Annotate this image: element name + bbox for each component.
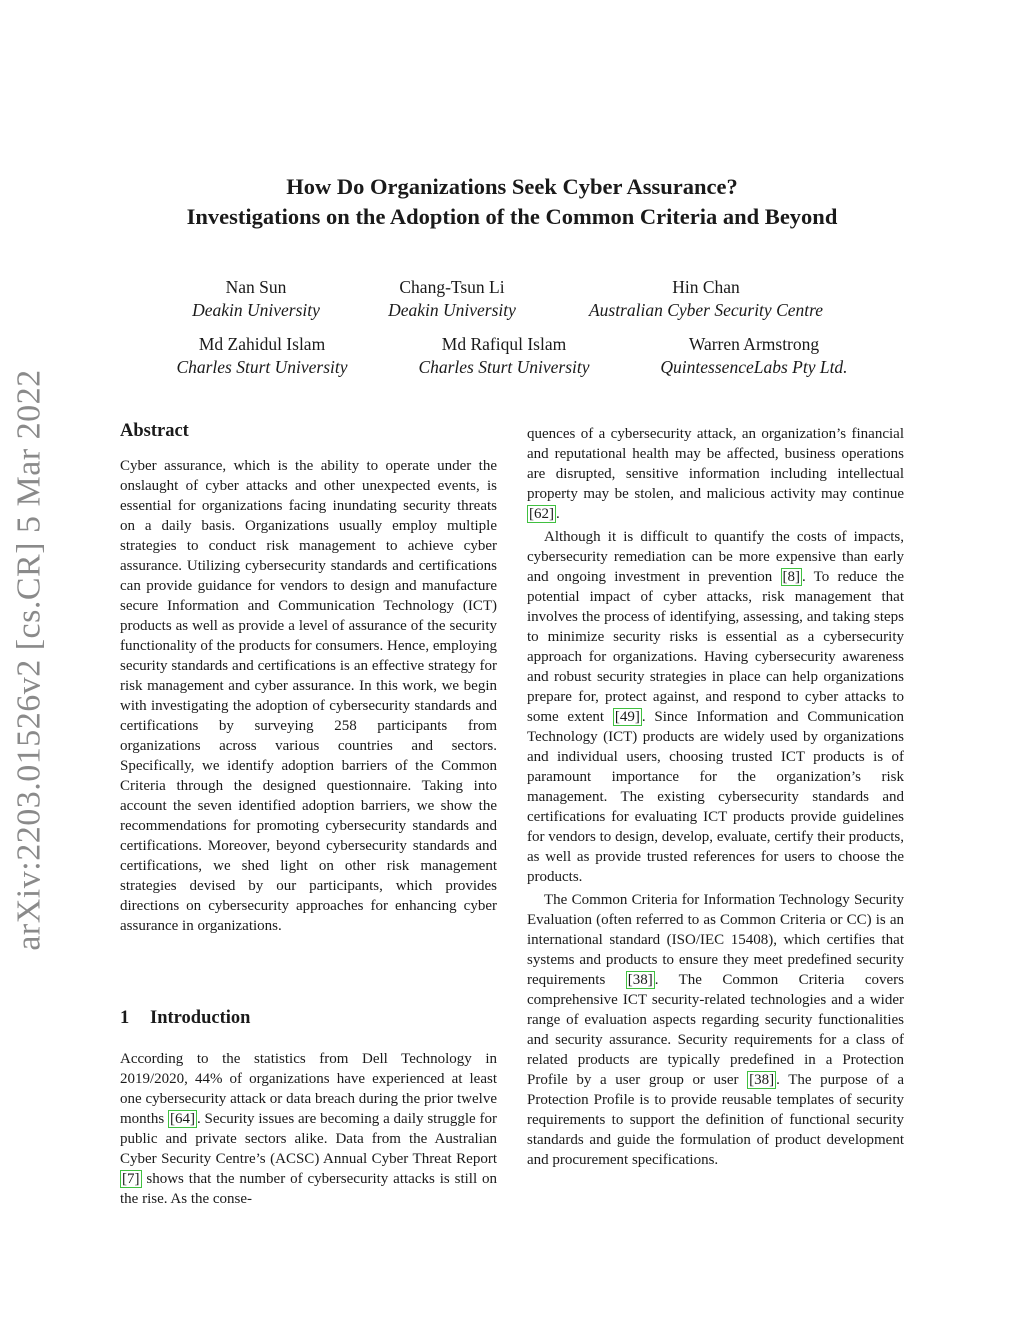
abstract-body xyxy=(120,456,497,939)
text-run: . Security issues are becoming a daily struggle for public and private sectors alike. Data from the Australian Cyber Security Centre’s (ACSC) Annual Cyber Threat Report xyxy=(120,1111,497,1167)
arxiv-identifier xyxy=(10,360,50,960)
author-affiliation: Charles Sturt University xyxy=(176,357,348,377)
arxiv-identifier-text: arXiv:2203.01526v2 [cs.CR] 5 Mar 2022 xyxy=(11,369,49,951)
citation-link[interactable]: [8] xyxy=(782,569,800,585)
citation-link[interactable]: [64] xyxy=(169,1111,195,1127)
intro-paragraph xyxy=(120,1049,497,1209)
body-paragraph xyxy=(527,890,904,1170)
text-run: . The Common Criteria covers comprehensive ICT security-related technologies and a wider range of evaluation aspects regarding security functionalities and security assurance. Security requirements for a class of related products are typically predefined in a Protection Profile by a user group or user xyxy=(527,972,904,1088)
text-run: . The purpose of a Protection Profile is to provide reusable templates of security requirements to support the definition of functional security standards and guide the formulation of product development and procurement specifications. xyxy=(527,1072,904,1168)
paper-title xyxy=(100,172,924,232)
text-run: According to the statistics from Dell Technology in 2019/2020, 44% of organizations have experienced at least one cybersecurity attack or data breach during the prior twelve months xyxy=(120,1051,497,1127)
text-run: shows that the number of cybersecurity attacks is still on the rise. As the conse- xyxy=(120,1171,497,1207)
author-name: Warren Armstrong xyxy=(688,334,820,354)
abstract-text: Cyber assurance, which is the ability to operate under the onslaught of cyber attacks and other unexpected events, is essential for organizations facing inundating security threats on a daily basis. Organizations usually employ multiple strategies to conduct risk management to achieve cyber assurance. Utilizing cybersecurity standards and certifications can provide guidance for vendors to design and manufacture secure Information and Communication Technology (ICT) products as well as provide a level of assurance of the security functionality of the products for consumers. Hence, employing security standards and certifications is an effective strategy for risk management and cyber assurance. In this work, we begin with investigating the adoption of cybersecurity standards and certifications by surveying 258 participants from organizations across various countries and sectors. Specifically, we identify adoption barriers of the Common Criteria through the designed questionnaire. Taking into account the seven identified adoption barriers, we show the recommendations for promoting cybersecurity standards and certifications. Moreover, beyond cybersecurity standards and certifications, we shed light on other risk management strategies devised by our participants, which provides directions on cybersecurity approaches for enhancing cyber assurance in organizations. xyxy=(120,458,497,934)
author-name: Nan Sun xyxy=(225,277,287,297)
abstract-heading: Abstract xyxy=(120,421,189,441)
paper-title-line-1: How Do Organizations Seek Cyber Assurance? xyxy=(286,174,738,199)
author-affiliation: Deakin University xyxy=(192,300,320,320)
body-paragraph xyxy=(527,424,904,524)
text-run: The Common Criteria for Information Technology Security Evaluation (often referred to as Common Criteria or CC) is an international standard (ISO/IEC 15408), which certifies that systems and products to ensure they meet predefined security requirements xyxy=(527,892,904,988)
text-run: quences of a cybersecurity attack, an organization’s financial and reputational health may be affected, business operations are disrupted, sensitive information including intellectual property may be stolen, and malicious activity may continue xyxy=(527,426,904,502)
text-run: . To reduce the potential impact of cyber attacks, risk management that involves the process of identifying, assessing, and taking steps to minimize security risks is essential as a cybersecurity approach for organizations. Having cybersecurity awareness and robust security strategies in place can help organizations prepare for, protect against, and respond to cyber attacks to some extent xyxy=(527,569,905,725)
author-affiliation: Australian Cyber Security Centre xyxy=(588,300,824,320)
author-name: Hin Chan xyxy=(672,277,740,297)
author-name: Chang-Tsun Li xyxy=(399,277,505,297)
introduction-body xyxy=(120,1049,497,1212)
section-number: 1 xyxy=(120,1008,130,1028)
section-heading-introduction xyxy=(120,1008,250,1029)
author-block xyxy=(388,333,620,379)
author-affiliation: Charles Sturt University xyxy=(418,357,590,377)
author-block xyxy=(560,276,852,322)
paper-title-line-2: Investigations on the Adoption of the Common Criteria and Beyond xyxy=(186,204,838,229)
right-column xyxy=(527,424,904,1173)
citation-link[interactable]: [62] xyxy=(529,506,554,522)
author-block xyxy=(156,276,356,322)
citation-link[interactable]: [49] xyxy=(614,709,640,725)
citation-link[interactable]: [38] xyxy=(749,1072,775,1088)
text-run: . xyxy=(556,506,560,522)
text-run: . Since Information and Communication Technology (ICT) products are widely used by organizations and individual users, choosing trusted ICT products is of paramount importance for the organization’s risk management. The existing cybersecurity standards and certifications for evaluating ICT products provide guidelines for vendors to design, develop, evaluate, certify their products, as well as provide trusted references for users to choose the products. xyxy=(527,709,904,885)
section-title: Introduction xyxy=(150,1008,251,1028)
author-affiliation: QuintessenceLabs Pty Ltd. xyxy=(660,357,848,377)
author-name: Md Rafiqul Islam xyxy=(441,334,567,354)
citation-link[interactable]: [38] xyxy=(627,972,653,988)
author-affiliation: Deakin University xyxy=(388,300,516,320)
body-paragraph xyxy=(527,527,904,887)
text-run: Although it is difficult to quantify the costs of impacts, cybersecurity remediation can be more expensive than early and ongoing investment in prevention xyxy=(527,529,904,585)
author-block xyxy=(634,333,874,379)
author-block xyxy=(148,333,376,379)
author-block xyxy=(366,276,538,322)
citation-link[interactable]: [7] xyxy=(122,1171,140,1187)
author-name: Md Zahidul Islam xyxy=(198,334,326,354)
